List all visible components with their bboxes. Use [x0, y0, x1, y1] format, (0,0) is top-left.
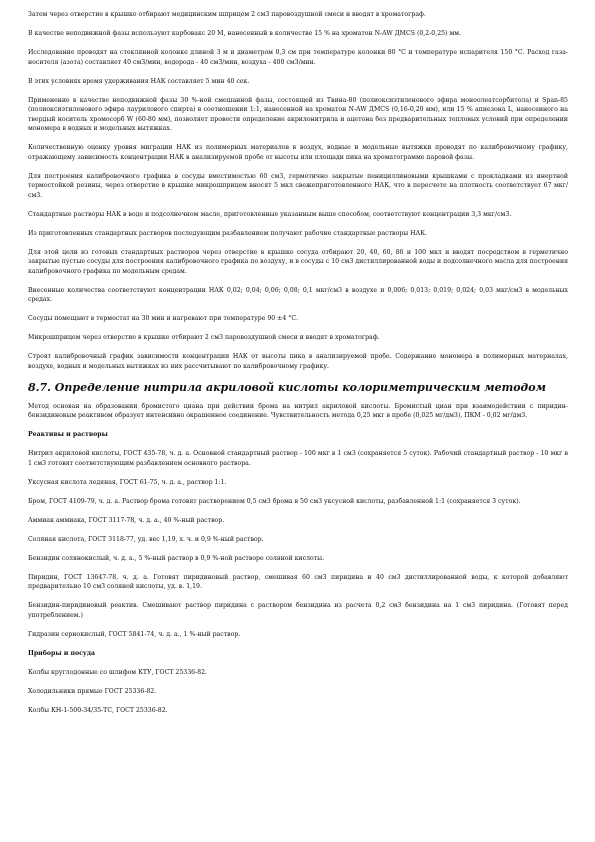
paragraph: Применение в качестве неподвижной фазы 30 %-ной смешанной фазы, состоящей из Твина-80 (полиоксиэтиленового эфира моноолеатсорбитола) и Span-85 (полиоксиэтиленового эфира лаурилового спирта) в соотношении 1:1, нанесенной на хроматон N-AW ДМСS (0,16-0,20 мм), или 15 % апиезона L, нанесенного на твердый носитель хромосорб W (60-80 мм), позволяет провести определение акрилонитрила и ацетона без предварительных тепловых условий при определении мономера в водных и модельных вытяжках. — [28, 96, 568, 132]
reagent-item: Уксусная кислота ледяная, ГОСТ 61-75, ч. д. а., раствор 1:1. — [28, 478, 227, 486]
paragraph: Из приготовленных стандартных растворов последующим разбавлением получают рабочие стандартные растворы НАК. — [28, 229, 427, 237]
equipment-item: Холодильники прямые ГОСТ 25336-82. — [28, 687, 157, 695]
reagent-item: Нитрил акриловой кислоты, ГОСТ 435-78, ч. д. а. Основной стандартный раствор - 100 мкг в 1 см3 (сохраняется 5 суток). Рабочий стандартный раствор - 10 мкг в 1 см3 готовят соответствующим разбавлением основного раствора. — [28, 450, 568, 467]
reagent-item: Пиридин, ГОСТ 13647-78, ч. д. а. Готовят пиридиновый раствор, смешивая 60 см3 пиридина и 40 см3 дистиллированной воды, к которой добавляют предварительно 10 см3 соляной кислоты, уд. в. 1,19. — [28, 573, 568, 590]
document-page — [28, 10, 568, 725]
equipment-item: Колбы круглодонные со шлифом КТУ, ГОСТ 25336-82. — [28, 668, 208, 676]
reagent-item: Гидразин сернокислый, ГОСТ 5841-74, ч. д. а., 1 %-ный раствор. — [28, 630, 241, 638]
paragraph: Затем через отверстие в крышке отбирают медицинским шприцем 2 см3 паровоздушной смеси и вводят в хроматограф. — [28, 11, 426, 18]
paragraph: Для этой цели из готовых стандартных растворов через отверстие в крышке сосуда отбирают 20, 40, 60, 80 и 100 мкл и вводят посредством в герметично закрытые пустые сосуды для построения калибровочного графика по воздуху, и в сосуды с 10 см3 дистиллированной воды и подсолнечного масла для построения калибровочного графика по модельным средам. — [28, 248, 568, 275]
equipment-item: Колбы КН-1-500-34/35-ТС, ГОСТ 25336-82. — [28, 706, 168, 714]
paragraph: В этих условиях время удерживания НАК составляет 5 мин 40 сек. — [28, 77, 250, 85]
reagent-item: Бензидин солянокислый, ч. д. а., 5 %-ный раствор в 0,9 %-ной растворе соляной кислоты. — [28, 554, 325, 562]
paragraph: Для построения калибровочного графика в сосуды вместимостью 60 см3, герметично закрытые пенициллиновыми крышками с прокладками из инертной термостойкой резины, через отверстие в крышке микрошприцем вносят 5 мкл свежеприготовленного НАК, что в пересчете на плотность соответствует 67 мкг/см3. — [28, 172, 568, 199]
section-title: 8.7. Определение нитрила акриловой кислоты колориметрическим методом — [28, 380, 546, 394]
section-intro: Метод основан на образовании бромистого циана при действии брома на нитрил акриловой кислоты. Бромистый циан при взаимодействии с пиридин-бензидиновым реактивом образует интенсивно окрашенное соединение. Чувствительность метода 0,25 мкг в пробе (0,025 мг/дм3), ПКМ - 0,02 мг/дм3. — [28, 402, 568, 419]
paragraph: Внесенные количества соответствуют концентрации НАК 0,02; 0,04; 0,06; 0,08; 0,1 мкг/см3 в воздухе и 0,006; 0,013; 0,019; 0,024; 0,03 мкг/см3 в модельных средах. — [28, 286, 568, 303]
reagent-item: Бром, ГОСТ 4109-79, ч. д. а. Раствор брома готовят растворением 0,5 см3 брома в 50 см3 уксусной кислоты, разбавленной 1:1 (сохраняется 3 суток). — [28, 497, 521, 505]
reagent-item: Бензидин-пиридиновый реактив. Смешивают раствор пиридина с раствором бензидина из расчета 0,2 см3 бензидина на 1 см3 пиридина. (Готовят перед употреблением.) — [28, 602, 568, 619]
paragraph: В качестве неподвижной фазы используют карбовакс 20 М, нанесенный в количестве 15 % на хроматон N-AW ДМСS (0,2-0,25) мм. — [28, 30, 462, 37]
reagent-item: Соляная кислота, ГОСТ 3118-77, уд. вес 1,19, х. ч. и 0,9 %-ный раствор. — [28, 535, 264, 543]
paragraph: Строят калибровочный график зависимости концентрации НАК от высоты пика в анализируемой пробе. Содержание мономера в полимерных материалах, воздухе, водных и модельных вытяжках из них рассчитывают по калибровочному графику. — [28, 353, 568, 370]
reagent-item: Аммиак аммиака, ГОСТ 3117-78, ч. д. а., 40 %-ный раствор. — [28, 516, 225, 524]
paragraph: Микрошприцем через отверстие в крышке отбирают 2 см3 паровоздушной смеси и вводят в хроматограф. — [28, 334, 380, 341]
equipment-heading: Приборы и посуда — [28, 649, 95, 657]
paragraph: Стандартные растворы НАК в воде и подсолнечном масле, приготовленные указанным выше способом, соответствуют концентрации 3,3 мкг/см3. — [28, 210, 512, 218]
paragraph: Сосуды помещают в термостат на 30 мин и нагревают при температуре 90 ±4 °С. — [28, 315, 299, 322]
paragraph: Количественную оценку уровня миграции НАК из полимерных материалов в воздух, водные и модельные вытяжки проводят по калибровочному графику, отражающему зависимость концентрации НАК в анализируемой пробе от высоты или площади пика на хроматограмме паровой фазы. — [28, 144, 568, 161]
paragraph: Исследование проводят на стеклянной колонке длиной 3 м и диаметром 0,3 см при температуре колонки 80 °С и температуре испарителя 150 °С. Расход газа-носителя (азота) составляет 40 см3/мин, водорода - 40 см3/мин, воздуха - 400 см3/мин. — [28, 49, 568, 66]
reagents-heading: Реактивы и растворы — [28, 431, 108, 438]
